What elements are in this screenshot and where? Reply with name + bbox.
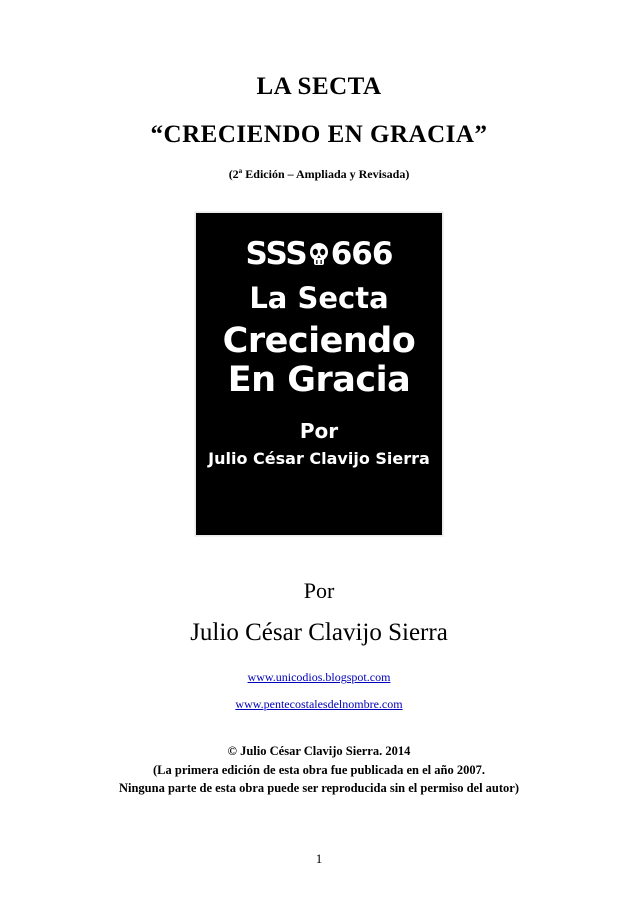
cover-number-right: 666 xyxy=(330,236,393,272)
copyright-line-3: Ninguna parte de esta obra puede ser reproducida sin el permiso del autor) xyxy=(118,780,519,795)
cover-line-creciendo: Creciendo xyxy=(222,321,416,361)
cover-line-author: Julio César Clavijo Sierra xyxy=(208,448,430,468)
skull-icon xyxy=(308,242,330,268)
link-website[interactable]: www.pentecostalesdelnombre.com xyxy=(235,697,403,712)
page-title-line2: “CRECIENDO EN GRACIA” xyxy=(150,121,488,148)
book-cover-content xyxy=(196,213,442,535)
cover-line-secta: La Secta xyxy=(249,281,389,315)
edition-note: (2ª Edición – Ampliada y Revisada) xyxy=(228,167,410,181)
link-blog[interactable]: www.unicodios.blogspot.com xyxy=(247,670,391,685)
cover-line-engracia: En Gracia xyxy=(227,359,411,400)
copyright-block xyxy=(119,742,519,796)
page-title-line1: LA SECTA xyxy=(256,73,382,100)
author-name: Julio César Clavijo Sierra xyxy=(190,619,448,647)
cover-number-left: SSS xyxy=(245,236,307,272)
copyright-line-1: © Julio César Clavijo Sierra. 2014 xyxy=(227,744,411,759)
cover-line-por: Por xyxy=(299,418,339,443)
by-label: Por xyxy=(303,578,335,603)
page-number: 1 xyxy=(315,851,323,866)
cover-number-row xyxy=(245,236,393,272)
book-cover-image xyxy=(195,212,443,536)
copyright-line-2: (La primera edición de esta obra fue publicada en el año 2007. xyxy=(153,762,485,777)
